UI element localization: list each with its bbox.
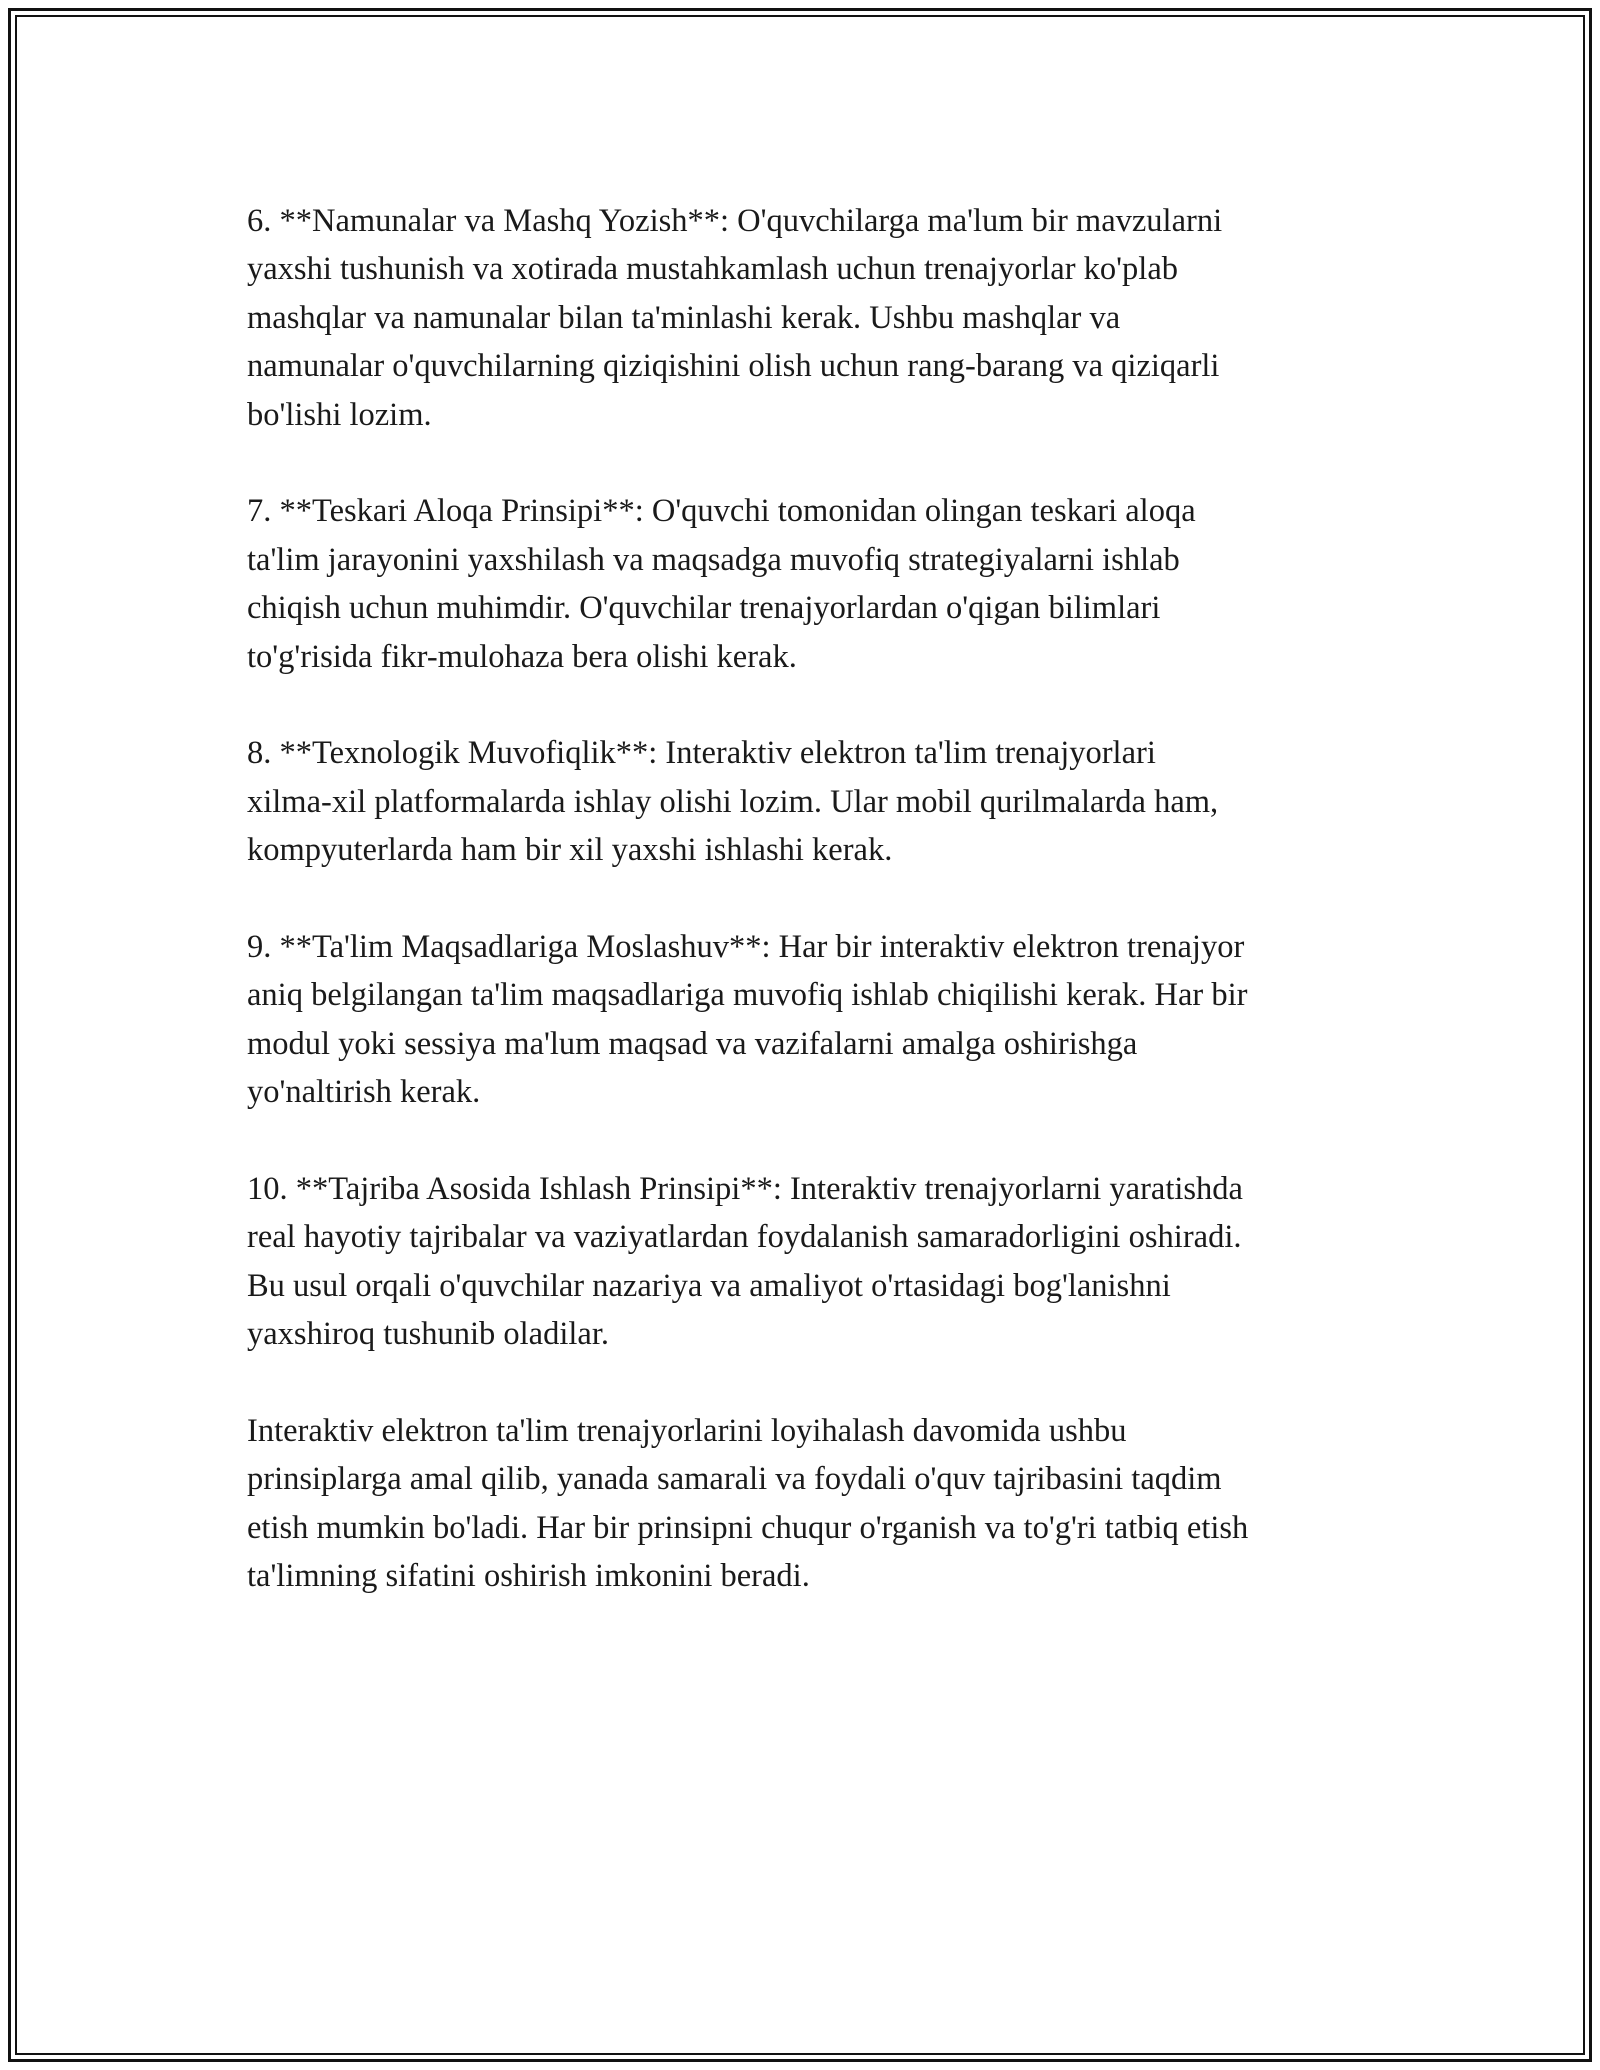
page-border — [8, 8, 1592, 2062]
paragraph-item-6: 6. **Namunalar va Mashq Yozish**: O'quvchilarga ma'lum bir mavzularni yaxshi tushunish va xotirada mustahkamlash uchun trenajyorlar ko'plab mashqlar va namunalar bilan ta'minlashi kerak. Ushbu mashqlar va namunalar o'quvchilarning qiziqishini olish uchun rang-barang va qiziqarli bo'lishi lozim. — [247, 203, 1223, 433]
paragraph-item-7: 7. **Teskari Aloqa Prinsipi**: O'quvchi tomonidan olingan teskari aloqa ta'lim jarayonini yaxshilash va maqsadga muvofiq strategiyalarni ishlab chiqish uchun muhimdir. O'quvchilar trenajyorlardan o'qigan bilimlari to'g'risida fikr-mulohaza bera olishi kerak. — [247, 493, 1196, 675]
paragraph-item-8: 8. **Texnologik Muvofiqlik**: Interaktiv elektron ta'lim trenajyorlari xilma-xil platformalarda ishlay olishi lozim. Ular mobil qurilmalarda ham, kompyuterlarda ham bir xil yaxshi ishlashi kerak. — [247, 735, 1219, 869]
paragraph-item-9: 9. **Ta'lim Maqsadlariga Moslashuv**: Har bir interaktiv elektron trenajyor aniq belgilangan ta'lim maqsadlariga muvofiq ishlab chiqilishi kerak. Har bir modul yoki sessiya ma'lum maqsad va vazifalarni amalga oshirishga yo'naltirish kerak. — [247, 929, 1248, 1111]
paragraph-item-10: 10. **Tajriba Asosida Ishlash Prinsipi**: Interaktiv trenajyorlarni yaratishda real hayotiy tajribalar va vaziyatlardan foydalanish samaradorligini oshiradi. Bu usul orqali o'quvchilar nazariya va amaliyot o'rtasidagi bog'lanishni yaxshiroq tushunib oladilar. — [247, 1171, 1243, 1353]
paragraph-conclusion: Interaktiv elektron ta'lim trenajyorlarini loyihalash davomida ushbu prinsiplarga amal qilib, yanada samarali va foydali o'quv tajribasini taqdim etish mumkin bo'ladi. Har bir prinsipni chuqur o'rganish va to'g'ri tatbiq etish ta'limning sifatini oshirish imkonini beradi. — [247, 1413, 1249, 1595]
document-body — [247, 197, 1397, 1649]
